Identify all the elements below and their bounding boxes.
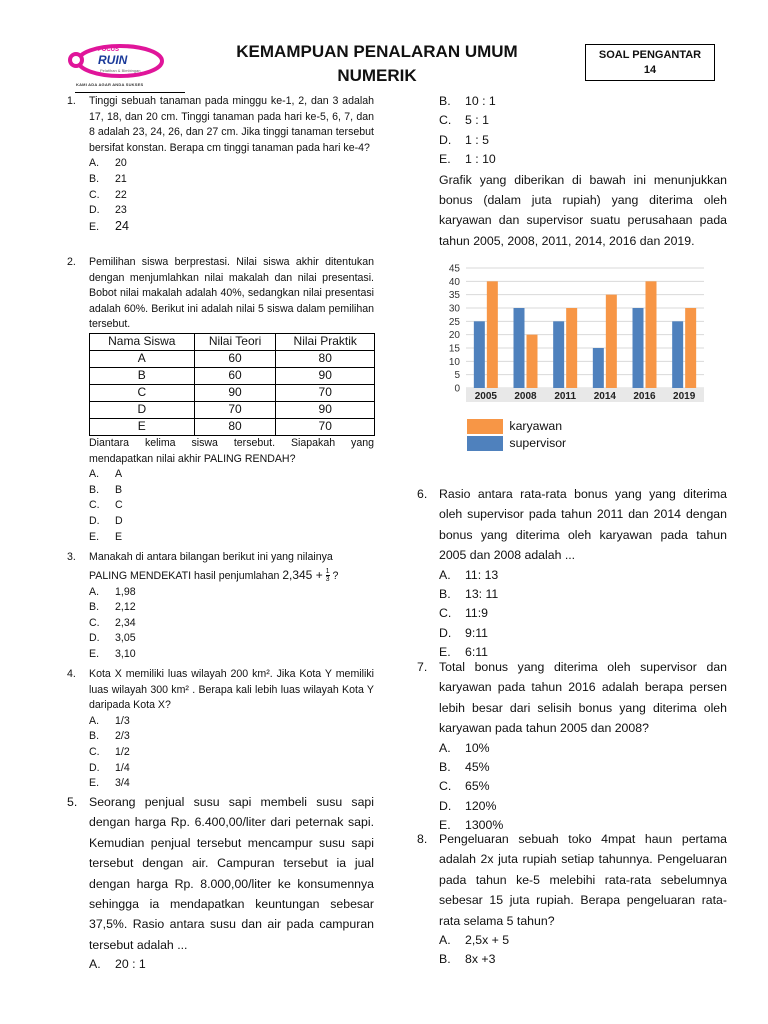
option[interactable]: D. 3,05 <box>89 632 136 645</box>
table-cell: 60 <box>194 350 276 367</box>
legend-item <box>467 418 566 435</box>
table-cell: 80 <box>276 350 375 367</box>
table-cell: 90 <box>276 367 375 384</box>
option[interactable]: E. E <box>89 530 123 543</box>
question-text-line <box>89 566 374 585</box>
math-expression: 2,345 + <box>282 567 323 582</box>
table-cell: C <box>90 384 195 401</box>
set-label-box <box>585 44 715 81</box>
question-text: Kota X memiliki luas wilayah 200 km². Jika Kota Y memiliki luas wilayah 300 km² . Berapa kali lebih luas wilayah Kota Y daripada Kota X? <box>89 668 374 712</box>
question-number: 7. <box>417 660 428 674</box>
table-row <box>90 367 375 384</box>
bar-karyawan <box>527 335 538 388</box>
y-tick-label: 45 <box>448 263 460 275</box>
question-text: Rasio antara rata-rata bonus yang yang diterima oleh supervisor pada tahun 2011 dan 2014 dengan bonus yang diterima oleh karyawan pada tahun 2005 dan 2008 adalah ... <box>439 487 727 563</box>
option[interactable]: A. 1,98 <box>89 585 136 598</box>
bar-supervisor <box>672 321 683 388</box>
option[interactable]: C. 22 <box>89 188 127 201</box>
option[interactable]: B. 2,12 <box>89 601 136 614</box>
table-cell: 80 <box>194 418 276 435</box>
table-cell: 70 <box>276 418 375 435</box>
table-row <box>90 350 375 367</box>
page-title <box>212 40 542 88</box>
logo <box>62 42 182 90</box>
option[interactable]: B. 21 <box>89 172 127 185</box>
fraction-numerator: 1 <box>325 568 330 576</box>
options <box>89 585 374 663</box>
logo-slogan: KAMI ADA AGAR ANDA SUKSES <box>76 82 144 87</box>
question-text-part: PALING MENDEKATI hasil penjumlahan <box>89 569 280 582</box>
x-axis-band <box>466 388 704 402</box>
table-cell: D <box>90 401 195 418</box>
option[interactable]: E. 24 <box>89 218 129 233</box>
scores-table <box>89 333 375 436</box>
options <box>439 931 727 970</box>
logo-tagline: Pelatihan & Bimbingan <box>100 68 141 73</box>
table-header: Nilai Praktik <box>276 333 375 350</box>
option[interactable]: E. 6:11 <box>439 645 489 660</box>
question-text: Seorang penjual susu sapi membeli susu sapi dengan harga Rp. 6.400,00/liter dari peternak sapi. Kemudian penjual tersebut mencampur susu sapi tersebut dengan air. Campuran tersebut ia jual dengan harga Rp. 8.000,00/liter ke konsumennya sehingga ia mendapatkan keuntungan sebesar 37,5%. Rasio antara susu dan air pada campuran tersebut adalah ... <box>89 795 374 952</box>
option[interactable]: A. 10% <box>439 740 490 755</box>
legend-swatch-supervisor <box>467 436 503 451</box>
option[interactable]: D. 9:11 <box>439 625 489 640</box>
option[interactable]: B. 45% <box>439 760 490 775</box>
options <box>89 467 374 545</box>
bar-supervisor <box>633 308 644 388</box>
option[interactable]: C. 1/2 <box>89 745 130 758</box>
question-mark: ? <box>332 569 339 582</box>
option[interactable]: B. 8x +3 <box>439 952 496 967</box>
question-number: 1. <box>67 95 76 107</box>
question-2 <box>67 255 374 545</box>
table-cell: 90 <box>276 401 375 418</box>
chart-legend <box>467 418 566 452</box>
option[interactable]: B. 13: 11 <box>439 587 499 602</box>
question-number: 8. <box>417 832 428 846</box>
question-text: Tinggi sebuah tanaman pada minggu ke-1, 2, dan 3 adalah 17, 18, dan 20 cm. Tinggi tanaman pada hari ke-5, 6, 7, dan 8 adalah 23, 24, 26, dan 27 cm. Jika tinggi tanaman tersebut bersifat konstan. Berapa cm tinggi tanaman pada hari ke-4? <box>89 95 374 154</box>
bonus-bar-chart <box>438 258 710 408</box>
table-cell: 60 <box>194 367 276 384</box>
legend-swatch-karyawan <box>467 419 503 434</box>
question-4 <box>67 667 374 792</box>
bar-supervisor <box>514 308 525 388</box>
question-number: 6. <box>417 487 428 501</box>
option[interactable]: C. 11:9 <box>439 606 489 621</box>
question-text: Pemilihan siswa berprestasi. Nilai siswa akhir ditentukan dengan menjumlahkan nilai makalah dan nilai presentasi. Bobot nilai makalah adalah 40%, sedangkan nilai presentasi adalah 60%. Berikut ini adalah nilai 5 siswa dalam pemilihan tersebut. <box>89 256 374 331</box>
bar-supervisor <box>553 321 564 388</box>
y-tick-label: 20 <box>448 330 460 342</box>
x-tick-label: 2008 <box>514 391 537 402</box>
table-row <box>90 401 375 418</box>
bar-supervisor <box>474 321 485 388</box>
page-title-line1: KEMAMPUAN PENALARAN UMUM <box>236 42 518 61</box>
question-5-options-continued <box>417 92 727 251</box>
y-tick-label: 25 <box>448 316 460 328</box>
option[interactable]: C. 65% <box>439 779 490 794</box>
options <box>439 566 727 663</box>
question-1 <box>67 94 374 235</box>
option[interactable]: D. 23 <box>89 204 127 217</box>
bar-supervisor <box>593 348 604 388</box>
question-8 <box>417 829 727 970</box>
question-number: 3. <box>67 551 76 563</box>
bar-karyawan <box>685 308 696 388</box>
question-text <box>89 550 374 585</box>
question-number: 4. <box>67 668 76 680</box>
bar-karyawan <box>606 295 617 388</box>
table-cell: B <box>90 367 195 384</box>
legend-label: karyawan <box>509 419 563 433</box>
table-cell: 70 <box>276 384 375 401</box>
question-text-line: Manakah di antara bilangan berikut ini yang nilainya <box>89 551 333 563</box>
y-tick-label: 5 <box>454 370 460 382</box>
y-tick-label: 15 <box>448 343 460 355</box>
chart-intro: Grafik yang diberikan di bawah ini menunjukkan bonus (dalam juta rupiah) yang diterima oleh karyawan dan supervisor suatu perusahaan pada tahun 2005, 2008, 2011, 2014, 2016 dan 2019. <box>439 172 727 248</box>
x-tick-label: 2011 <box>554 391 577 402</box>
option[interactable]: C. C <box>89 499 123 512</box>
option[interactable]: D. 1 : 5 <box>439 132 489 147</box>
y-tick-label: 0 <box>454 383 460 395</box>
question-7 <box>417 657 727 836</box>
page-title-line2: NUMERIK <box>337 66 417 85</box>
y-tick-label: 35 <box>448 290 460 302</box>
x-tick-label: 2016 <box>633 391 656 402</box>
option[interactable]: C. 5 : 1 <box>439 113 489 128</box>
question-text: Total bonus yang diterima oleh supervisor dan karyawan pada tahun 2016 adalah berapa persen lebih besar dari selisih bonus yang diterima oleh karyawan pada tahun 2005 dan 2008? <box>439 660 727 736</box>
legend-item <box>467 435 566 452</box>
option[interactable]: A. A <box>89 468 123 481</box>
bar-karyawan <box>566 308 577 388</box>
x-tick-label: 2005 <box>474 391 497 402</box>
question-number: 2. <box>67 256 76 268</box>
option[interactable]: C. 2,34 <box>89 616 136 629</box>
set-number: 14 <box>643 64 657 76</box>
table-cell: 90 <box>194 384 276 401</box>
table-row <box>90 384 375 401</box>
y-tick-label: 30 <box>448 303 460 315</box>
option[interactable]: A. 20 : 1 <box>89 957 146 972</box>
fraction-denominator: 3 <box>325 576 330 584</box>
option[interactable]: A. 1/3 <box>89 714 130 727</box>
options <box>439 739 727 836</box>
option[interactable]: E. 3,10 <box>89 647 136 660</box>
table-header: Nilai Teori <box>194 333 276 350</box>
options <box>89 955 374 974</box>
option[interactable]: B. 2/3 <box>89 730 130 743</box>
option[interactable]: B. B <box>89 483 123 496</box>
option[interactable]: D. 1/4 <box>89 761 130 774</box>
options <box>439 92 727 170</box>
y-tick-label: 40 <box>448 276 460 288</box>
option[interactable]: E. 3/4 <box>89 777 130 790</box>
fraction <box>326 568 330 583</box>
option[interactable]: B. 10 : 1 <box>439 94 496 108</box>
legend-label: supervisor <box>509 436 567 450</box>
table-cell: A <box>90 350 195 367</box>
option[interactable]: E. 1300% <box>439 818 504 833</box>
option[interactable]: A. 20 <box>89 157 127 170</box>
question-text: Pengeluaran sebuah toko 4mpat haun pertama adalah 2x juta rupiah setiap tahunnya. Pengeluaran pada tahun ke-5 melebihi rata-rata sebelumnya sebesar 15 juta rupiah. Berapa pengeluaran rata-rata selama 5 tahun? <box>439 832 727 928</box>
set-label: SOAL PENGANTAR <box>598 49 702 61</box>
question-6 <box>417 484 727 663</box>
option[interactable]: A. 2,5x + 5 <box>439 933 510 948</box>
question-followup: Diantara kelima siswa tersebut. Siapakah yang mendapatkan nilai akhir PALING RENDAH? <box>89 436 374 465</box>
question-5 <box>67 792 374 975</box>
option[interactable]: D. D <box>89 514 123 527</box>
options <box>89 714 374 792</box>
option[interactable]: A. 11: 13 <box>439 567 499 582</box>
table-row <box>90 418 375 435</box>
bar-karyawan <box>646 281 657 388</box>
bar-karyawan <box>487 281 498 388</box>
logo-brand: RUIN <box>98 53 128 67</box>
table-cell: E <box>90 418 195 435</box>
table-cell: 70 <box>194 401 276 418</box>
table-header-row <box>90 333 375 350</box>
x-tick-label: 2019 <box>673 391 696 402</box>
y-tick-label: 10 <box>448 356 460 368</box>
options <box>89 156 374 235</box>
table-header: Nama Siswa <box>90 333 195 350</box>
logo-underline <box>75 92 185 93</box>
option[interactable]: E. 1 : 10 <box>439 152 496 167</box>
option[interactable]: D. 120% <box>439 798 497 813</box>
question-number: 5. <box>67 795 78 809</box>
logo-brand-top: FOCUS <box>98 47 119 53</box>
x-tick-label: 2014 <box>593 391 616 402</box>
question-3 <box>67 550 374 663</box>
